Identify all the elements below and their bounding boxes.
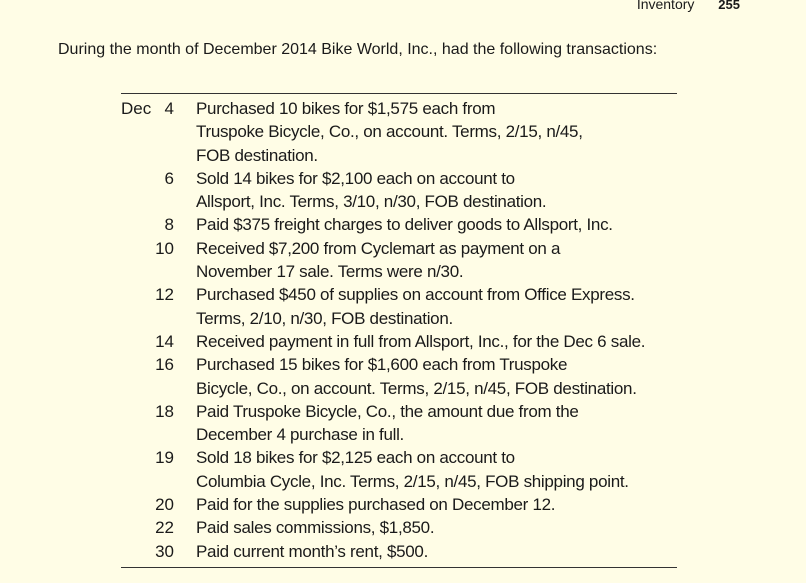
transaction-day: 16: [155, 355, 174, 375]
intro-text: During the month of December 2014 Bike World, Inc., had the following transactions:: [58, 41, 658, 58]
transaction-row: [0, 237, 806, 284]
transaction-day: 22: [155, 518, 174, 538]
transaction-day: 30: [155, 541, 174, 561]
transaction-description: Received payment in full from Allsport, Inc., for the Dec 6 sale.: [196, 331, 646, 351]
transaction-row: [0, 167, 806, 214]
top-rule: [121, 93, 677, 94]
section-title: Inventory: [636, 0, 695, 12]
transaction-day: 19: [155, 448, 174, 468]
bottom-rule: [121, 567, 677, 568]
transaction-row: [0, 97, 806, 167]
running-head: [637, 0, 740, 12]
transaction-row: [0, 353, 806, 400]
transaction-day: 14: [155, 331, 174, 351]
transaction-description: Paid for the supplies purchased on December 12.: [196, 495, 556, 515]
transaction-description: Sold 18 bikes for $2,125 each on account to Columbia Cycle, Inc. Terms, 2/15, n/45, FOB shipping point.: [196, 448, 629, 491]
page-number: 255: [718, 0, 740, 12]
transaction-row: [0, 330, 806, 353]
transaction-row: [0, 516, 806, 539]
transaction-row: [0, 400, 806, 447]
transaction-row: [0, 446, 806, 493]
transaction-description: Paid $375 freight charges to deliver goods to Allsport, Inc.: [196, 215, 613, 235]
transaction-day: 6: [164, 168, 174, 188]
transaction-row: [0, 493, 806, 516]
transaction-day: 12: [155, 285, 174, 305]
transaction-description: Paid current month’s rent, $500.: [196, 541, 429, 561]
transaction-description: Purchased $450 of supplies on account from Office Express. Terms, 2/10, n/30, FOB destination.: [196, 285, 635, 328]
transaction-day: 8: [164, 215, 174, 235]
transaction-description: Paid sales commissions, $1,850.: [196, 518, 435, 538]
transaction-day: 20: [155, 495, 174, 515]
transaction-day: 10: [155, 238, 174, 258]
transaction-description: Purchased 15 bikes for $1,600 each from Truspoke Bicycle, Co., on account. Terms, 2/15, n/45, FOB destination.: [196, 355, 637, 398]
transaction-description: Paid Truspoke Bicycle, Co., the amount due from the December 4 purchase in full.: [196, 401, 579, 445]
transaction-row: [0, 213, 806, 236]
transaction-description: Sold 14 bikes for $2,100 each on account to Allsport, Inc. Terms, 3/10, n/30, FOB destination.: [196, 168, 547, 212]
transaction-description: Received $7,200 from Cyclemart as payment on a November 17 sale. Terms were n/30.: [196, 238, 561, 282]
transaction-list: [0, 97, 806, 563]
transaction-description: Purchased 10 bikes for $1,575 each from Truspoke Bicycle, Co., on account. Terms, 2/15, n/45, FOB destination.: [196, 99, 583, 165]
transaction-row: [0, 540, 806, 563]
transaction-day: 18: [155, 401, 174, 421]
transaction-day: 4: [164, 99, 174, 118]
transaction-row: [0, 283, 806, 330]
month-label: Dec: [121, 99, 152, 118]
